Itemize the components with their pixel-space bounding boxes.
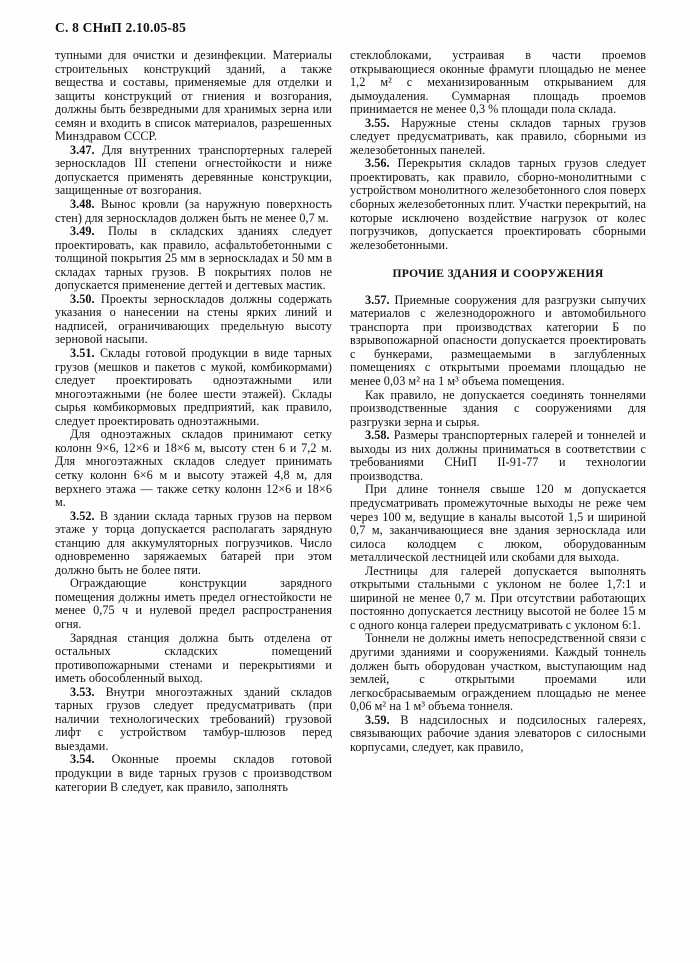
clause-text: Зарядная станция должна быть отделена от остальных складских помещений противопожарными стенами и перекрытиями и иметь обособленный выход. <box>55 630 332 686</box>
paragraph <box>350 565 646 633</box>
right-column <box>350 49 646 794</box>
two-column-text <box>55 49 646 794</box>
paragraph <box>55 293 332 347</box>
clause-text: Размеры транспортерных галерей и тоннелей и выходы из них должны приниматься в соответствии с требованиями СНиП II-91-77 и технологии производства. <box>350 428 646 483</box>
clause-text: Склады готовой продукции в виде тарных грузов (мешков и пакетов с мукой, комбикормами) следует проектировать одноэтажными или многоэтажными (не более шести этажей). Склады сырья комбикормовых предприятий, как правило, следует проектировать одноэтажными. <box>55 346 332 428</box>
paragraph <box>350 714 646 755</box>
paragraph <box>350 429 646 483</box>
clause-text: При длине тоннеля свыше 120 м допускается предусматривать промежуточные выходы не реже чем через 100 м, ведущие в каналы высотой 1,5 и шириной 0,7 м, заканчивающиеся вне здания зерносклада или силоса колодцем с люком, оборудованным металлической лестницей или скобами для выхода. <box>350 482 646 565</box>
clause-text: Для внутренних транспортерных галерей зерноскладов III степени огнестойкости и ниже допускается применять деревянные конструкции, защищенные от возгорания. <box>55 142 332 198</box>
clause-text: Перекрытия складов тарных грузов следует проектировать, как правило, сборно-монолитными с устройством монолитного железобетонного слоя поверх сборных железобетонных плит. Участки перекрытий, на которые исключено воздействие нагрузок от колес погрузчиков, допускается проектировать сборными железобетонными. <box>350 156 646 252</box>
clause-number: 3.47. <box>70 142 95 157</box>
clause-number: 3.48. <box>70 197 95 212</box>
paragraph <box>55 632 332 686</box>
clause-text: стеклоблоками, устраивая в части проемов открывающиеся оконные фрамуги площадью не менее 1,2 м² с механизированным открыванием для дымоудаления. Суммарная площадь проемов принимается не менее 0,3 % площади пола склада. <box>350 48 646 117</box>
clause-text: Оконные проемы складов готовой продукции в виде тарных грузов с производством категории В следует, как правило, заполнять <box>55 752 332 794</box>
running-header: С. 8 СНиП 2.10.05-85 <box>55 20 187 35</box>
paragraph <box>350 483 646 564</box>
paragraph <box>55 225 332 293</box>
clause-text: Ограждающие конструкции зарядного помещения должны иметь предел огнестойкости не менее 0,75 ч и нулевой предел распространения огня. <box>55 576 332 631</box>
clause-number: 3.49. <box>70 224 95 239</box>
clause-text: Как правило, не допускается соединять тоннелями производственные здания с сооружениями для разгрузки зерна и сырья. <box>350 387 646 429</box>
paragraph <box>350 49 646 117</box>
clause-text: Наружные стены складов тарных грузов следует предусматривать, как правило, сборными из железобетонных панелей. <box>350 115 646 157</box>
clause-number: 3.51. <box>70 346 95 361</box>
paragraph <box>350 117 646 158</box>
clause-number: 3.54. <box>70 752 95 767</box>
clause-text: Для одноэтажных складов принимают сетку колонн 9×6, 12×6 и 18×6 м, высоту стен 6 и 7,2 м. Для многоэтажных складов следует принимать сетку колонн 6×6 м и высоту этажей 4,8 м, для верхнего этажа — также сетку колонн 12×6 и 18×6 м. <box>55 427 332 510</box>
paragraph <box>350 294 646 389</box>
paragraph <box>55 198 332 225</box>
clause-text: Внутри многоэтажных зданий складов тарных грузов следует предусматривать (при наличии технологических требований) грузовой лифт с устройством тамбур-шлюзов перед выездами. <box>55 684 332 753</box>
left-column <box>55 49 332 794</box>
clause-number: 3.50. <box>70 291 95 306</box>
paragraph <box>55 144 332 198</box>
paragraph <box>350 632 646 713</box>
clause-number: 3.59. <box>365 712 390 727</box>
paragraph <box>55 753 332 794</box>
paragraph <box>55 49 332 144</box>
paragraph <box>55 577 332 631</box>
clause-number: 3.58. <box>365 428 390 443</box>
paragraph <box>55 428 332 509</box>
clause-text: Приемные сооружения для разгрузки сыпучих материалов с железнодорожного и автомобильного транспорта при производствах категории Б по взрывопожарной опасности допускается проектировать с бункерами, размещаемыми в заглубленных помещениях с открытыми проемами площадью не менее 0,03 м² на 1 м³ объема помещения. <box>350 292 646 389</box>
paragraph <box>350 157 646 252</box>
clause-text: Полы в складских зданиях следует проектировать, как правило, асфальтобетонными с толщиной покрытия 25 мм в зерноскладах и 50 мм в складах тарных грузов. В покрытиях полов не допускается применение дегтей и дегтевых мастик. <box>55 224 332 293</box>
clause-text: тупными для очистки и дезинфекции. Материалы строительных конструкций зданий, а также вещества и составы, применяемые для отделки и защиты конструкций от гниения и возгорания, должны быть безвредными для хранимых зерна или семян и входить в список материалов, разрешенных Минздравом СССР. <box>55 48 332 144</box>
clause-number: 3.52. <box>70 508 95 523</box>
clause-text: Вынос кровли (за наружную поверхность стен) для зерноскладов должен быть не менее 0,7 м. <box>55 197 332 225</box>
clause-text: В надсилосных и подсилосных галереях, связывающих рабочие здания элеваторов с силосными корпусами, следует, как правило, <box>350 712 646 754</box>
paragraph <box>350 389 646 430</box>
paragraph <box>55 347 332 428</box>
clause-text: Проекты зерноскладов должны содержать указания о нанесении на стены ярких линий и надписей, ограничивающих предельную высоту зерновой насыпи. <box>55 291 332 347</box>
clause-text: Лестницы для галерей допускается выполнять открытыми стальными с уклоном не более 1,7:1 и шириной не менее 0,7 м. При отсутствии работающих постоянно допускается лестницу высотой не более 15 м с одного конца галереи предусматривать с уклоном 6:1. <box>350 563 646 632</box>
clause-number: 3.56. <box>365 156 390 171</box>
clause-text: Тоннели не должны иметь непосредственной связи с другими зданиями и сооружениями. Каждый тоннель должен быть оборудован участком, выступающим над землей, с открытыми проемами или легкосбрасываемым ограждением площадью не менее 0,06 м² на 1 м³ объема тоннеля. <box>350 631 646 714</box>
paragraph <box>55 686 332 754</box>
clause-number: 3.53. <box>70 684 95 699</box>
section-heading: ПРОЧИЕ ЗДАНИЯ И СООРУЖЕНИЯ <box>392 267 604 281</box>
clause-number: 3.55. <box>365 115 390 130</box>
clause-number: 3.57. <box>365 292 390 307</box>
paragraph <box>55 510 332 578</box>
clause-text: В здании склада тарных грузов на первом этаже у торца допускается располагать зарядную станцию для аккумуляторных погрузчиков. Число одновременно заряжаемых батарей при этом должно быть не более пяти. <box>55 508 332 577</box>
